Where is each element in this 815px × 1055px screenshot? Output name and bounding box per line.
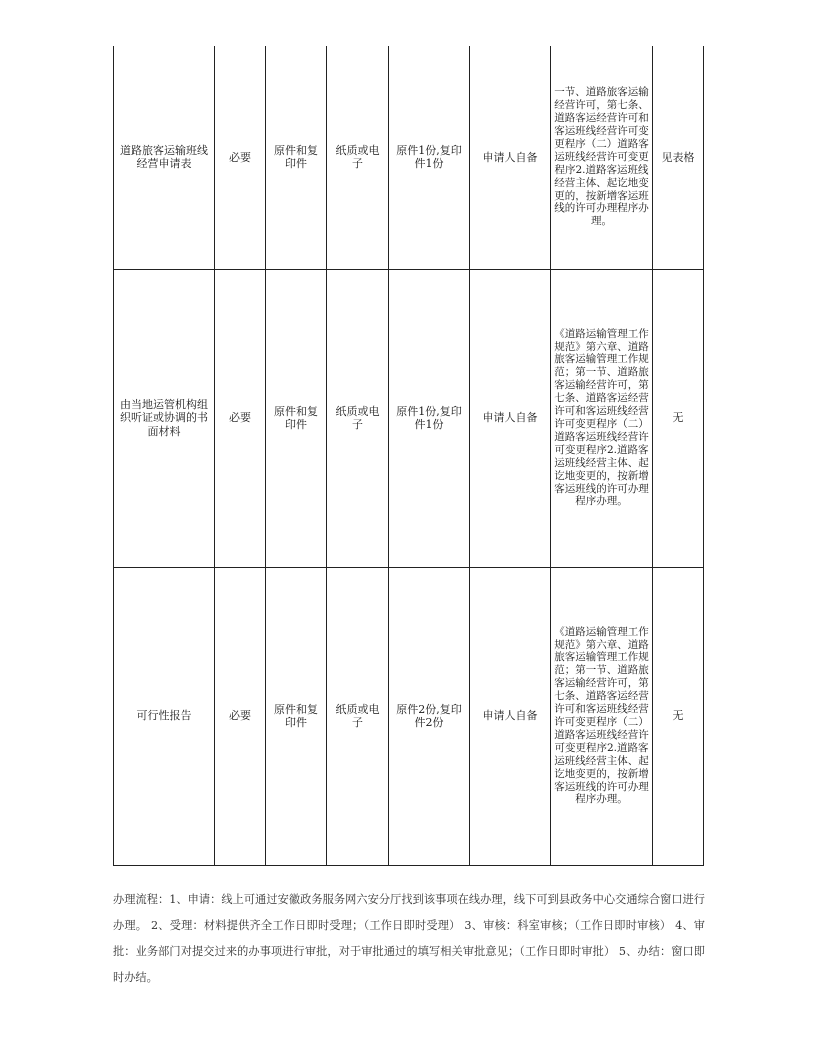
copies-cell (389, 567, 470, 865)
requirement: 必要 (229, 709, 251, 723)
table-row (114, 269, 704, 567)
carrier-cell (327, 567, 389, 865)
table-row (114, 46, 704, 269)
material-name: 道路旅客运输班线经营申请表 (120, 143, 208, 171)
note-cell (653, 567, 704, 865)
form-cell (266, 46, 327, 269)
legal-basis: 《道路运输管理工作规范》第六章、道路旅客运输管理工作规范；第一节、道路旅客运输经营许可，第七条、道路客运经营许可和客运班线经营许可变更程序（二）道路客运班线经营许可变更程序2.道路客运班线经营主体、起讫地变更的，按新增客运班线的许可办理程序办理。 (554, 625, 649, 806)
form-cell (266, 567, 327, 865)
copies-cell (389, 269, 470, 567)
material-carrier: 纸质或电子 (335, 143, 380, 171)
requirement-cell (215, 46, 266, 269)
copies-cell (389, 46, 470, 269)
source-cell (470, 567, 551, 865)
note-cell (653, 269, 704, 567)
material-carrier: 纸质或电子 (335, 702, 380, 729)
source-cell (470, 46, 551, 269)
material-form: 原件和复印件 (274, 143, 318, 171)
requirement-cell (215, 269, 266, 567)
copies: 原件1份,复印件1份 (396, 404, 462, 431)
material-name: 可行性报告 (136, 709, 192, 723)
legal-basis: 一节、道路旅客运输经营许可，第七条、道路客运经营许可和客运班线经营许可变更程序（二）道路客运班线经营许可变更程序2.道路客运班线经营主体、起讫地变更的，按新增客运班线的许可办理程序办理。 (554, 86, 649, 228)
form-cell (266, 269, 327, 567)
carrier-cell (327, 269, 389, 567)
material-carrier: 纸质或电子 (335, 404, 380, 431)
requirement-cell (215, 567, 266, 865)
basis-cell (551, 567, 653, 865)
note: 见表格 (661, 150, 695, 164)
source-cell (470, 269, 551, 567)
material-source: 申请人自备 (482, 150, 538, 164)
material-form: 原件和复印件 (274, 404, 318, 431)
material-source: 申请人自备 (482, 709, 538, 723)
copies: 原件2份,复印件2份 (396, 702, 462, 729)
materials-table (113, 46, 704, 866)
copies: 原件1份,复印件1份 (396, 143, 462, 171)
carrier-cell (327, 46, 389, 269)
material-name-cell (114, 567, 215, 865)
material-form: 原件和复印件 (274, 702, 318, 729)
note-cell (653, 46, 704, 269)
basis-cell (551, 46, 653, 269)
note: 无 (672, 411, 684, 425)
basis-cell (551, 269, 653, 567)
process-description: 办理流程：1、申请：线上可通过安徽政务服务网六安分厅找到该事项在线办理，线下可到县政务中心交通综合窗口进行办理。 2、受理：材料提供齐全工作日即时受理；（工作日即时受理） 3、审核：科室审核；（工作日即时审核） 4、审批：业务部门对提交过来的办事项进行审批，对于审批通过的填写相关审批意见；（工作日即时审批） 5、办结：窗口即时办结。 (113, 893, 705, 984)
material-name: 由当地运管机构组织听证或协调的书面材料 (120, 397, 208, 438)
table-row (114, 567, 704, 865)
requirement: 必要 (229, 150, 251, 164)
legal-basis: 《道路运输管理工作规范》第六章、道路旅客运输管理工作规范；第一节、道路旅客运输经营许可，第七条、道路客运经营许可和客运班线经营许可变更程序（二）道路客运班线经营许可变更程序2.道路客运班线经营主体、起讫地变更的，按新增客运班线的许可办理程序办理。 (554, 327, 649, 508)
requirement: 必要 (229, 411, 251, 425)
material-name-cell (114, 269, 215, 567)
note: 无 (672, 709, 684, 723)
material-name-cell (114, 46, 215, 269)
material-source: 申请人自备 (482, 411, 538, 425)
